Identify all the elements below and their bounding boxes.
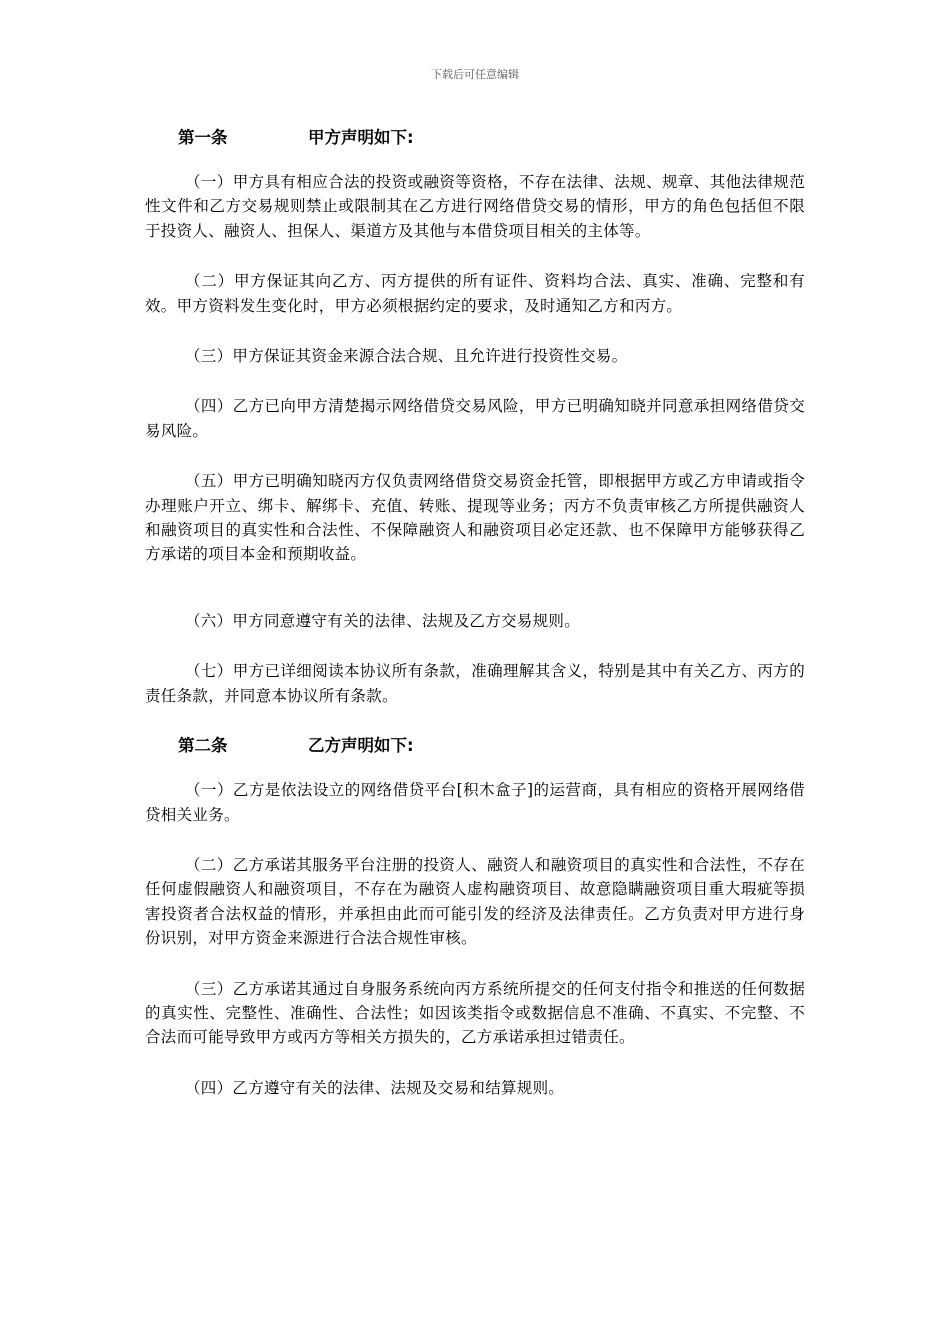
article-1-clause-3: （三）甲方保证其资金来源合法合规、且允许进行投资性交易。 (185, 347, 628, 366)
article-1-clause-6: （六）甲方同意遵守有关的法律、法规及乙方交易规则。 (185, 611, 581, 630)
article-2-heading (145, 734, 805, 758)
article-2-clause-2: （二）乙方承诺其服务平台注册的投资人、融资人和融资项目的真实性和合法性，不存在任何虚假融资人和融资项目，不存在为融资人虚构融资项目、故意隐瞒融资项目重大瑕疵等损害投资者合法权益的情形，并承担由此而可能引发的经济及法律责任。乙方负责对甲方进行身份识别，对甲方资金来源进行合法合规性审核。 (145, 855, 805, 948)
article-2-clause-4: （四）乙方遵守有关的法律、法规及交易和结算规则。 (185, 1078, 565, 1097)
page-header-note: 下载后可任意编辑 (431, 68, 519, 81)
article-2-title: 乙方声明如下: (308, 736, 414, 756)
article-1-clause-5: （五）甲方已明确知晓丙方仅负责网络借贷交易资金托管，即根据甲方或乙方申请或指令办理账户开立、绑卡、解绑卡、充值、转账、提现等业务；丙方不负责审核乙方所提供融资人和融资项目的真实性和合法性、不保障融资人和融资项目必定还款、也不保障甲方能够获得乙方承诺的项目本金和预期收益。 (145, 472, 805, 564)
article-1-title: 甲方声明如下: (308, 128, 414, 147)
article-1-clause-7: （七）甲方已详细阅读本协议所有条款，准确理解其含义，特别是其中有关乙方、丙方的责任条款，并同意本协议所有条款。 (145, 662, 805, 705)
article-1-clause-2: （二）甲方保证其向乙方、丙方提供的所有证件、资料均合法、真实、准确、完整和有效。甲方资料发生变化时，甲方必须根据约定的要求，及时通知乙方和丙方。 (145, 272, 805, 315)
article-1-clause-4: （四）乙方已向甲方清楚揭示网络借贷交易风险，甲方已明确知晓并同意承担网络借贷交易风险。 (145, 397, 805, 440)
article-2-clause-3: （三）乙方承诺其通过自身服务系统向丙方系统所提交的任何支付指令和推送的任何数据的真实性、完整性、准确性、合法性；如因该类指令或数据信息不准确、不真实、不完整、不合法而可能导致甲方或丙方等相关方损失的，乙方承诺承担过错责任。 (145, 979, 805, 1047)
document-body (145, 118, 805, 1126)
article-2-number: 第二条 (178, 736, 228, 756)
article-1-heading (145, 126, 805, 150)
article-1-clause-1: （一）甲方具有相应合法的投资或融资等资格，不存在法律、法规、规章、其他法律规范性文件和乙方交易规则禁止或限制其在乙方进行网络借贷交易的情形，甲方的角色包括但不限于投资人、融资人、担保人、渠道方及其他与本借贷项目相关的主体等。 (145, 173, 805, 240)
article-1-number: 第一条 (178, 128, 228, 147)
article-2-clause-1: （一）乙方是依法设立的网络借贷平台[积木盒子]的运营商，具有相应的资格开展网络借贷相关业务。 (145, 781, 805, 824)
